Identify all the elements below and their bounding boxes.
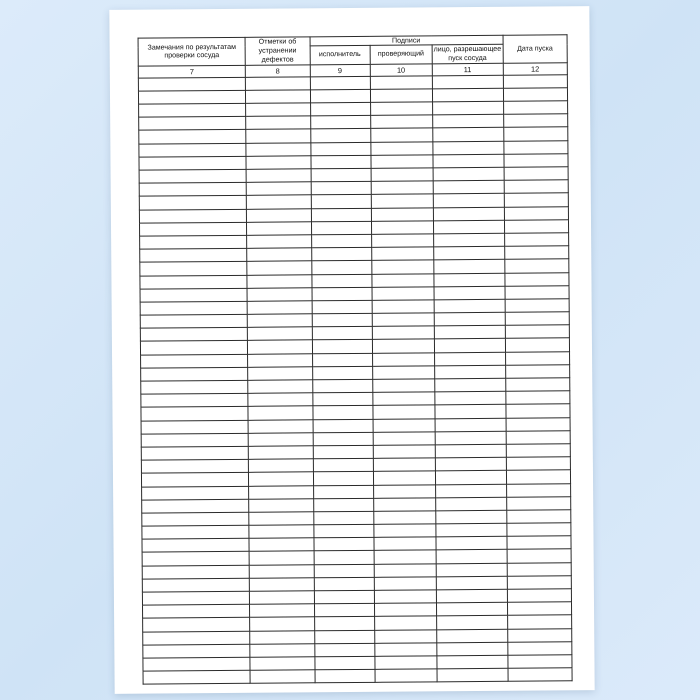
table-cell [141,420,248,434]
header-col8-defects: Отметки об устранении дефектов [245,37,310,65]
table-cell [314,590,374,604]
table-cell [508,655,572,669]
table-cell [312,313,372,327]
table-cell [311,208,371,222]
table-cell [138,77,245,91]
table-cell [373,445,435,459]
table-cell [503,140,567,154]
table-cell [372,313,434,327]
table-cell [143,657,250,671]
table-cell [504,154,568,168]
table-cell [313,498,373,512]
table-cell [141,394,248,408]
table-cell [314,577,374,591]
table-cell [506,431,570,445]
table-cell [370,89,432,103]
table-cell [373,471,435,485]
table-cell [373,498,435,512]
table-cell [250,644,314,658]
table-cell [508,668,572,682]
table-cell [503,101,567,115]
table-cell [139,222,246,236]
table-cell [504,180,568,194]
table-cell [432,75,503,89]
table-cell [506,483,570,497]
table-cell [504,220,568,234]
table-cell [505,312,569,326]
table-cell [506,417,570,431]
table-cell [433,128,504,142]
table-cell [139,169,246,183]
table-cell [249,538,313,552]
table-cell [504,233,568,247]
table-cell [433,115,504,129]
table-cell [505,286,569,300]
table-cell [312,379,372,393]
table-cell [250,617,314,631]
table-cell [247,314,311,328]
table-cell [372,339,434,353]
table-cell [142,486,249,500]
table-cell [250,657,314,671]
table-cell [248,419,312,433]
table-cell [140,235,247,249]
table-cell [312,353,372,367]
table-cell [246,182,310,196]
table-cell [373,432,435,446]
table-cell [434,339,505,353]
table-cell [248,406,312,420]
table-cell [249,551,313,565]
table-cell [313,432,373,446]
table-cell [371,247,433,261]
column-number-7: 7 [138,65,245,78]
table-cell [248,367,312,381]
table-cell [504,167,568,181]
table-cell [140,288,247,302]
table-cell [141,367,248,381]
table-cell [140,341,247,355]
table-cell [247,235,311,249]
table-cell [434,352,505,366]
table-cell [247,274,311,288]
table-cell [371,168,433,182]
table-cell [140,328,247,342]
table-cell [437,668,508,682]
table-cell [246,103,310,117]
table-cell [250,578,314,592]
column-number-9: 9 [310,64,370,76]
table-header [138,35,567,78]
table-cell [311,234,371,248]
table-cell [432,101,503,115]
table-cell [246,156,310,170]
table-cell [141,459,248,473]
table-cell [434,246,505,260]
table-cell [504,259,568,273]
table-cell [505,378,569,392]
table-cell [374,603,436,617]
table-cell [142,539,249,553]
table-cell [434,260,505,274]
table-cell [436,576,507,590]
table-cell [505,365,569,379]
table-cell [432,88,503,102]
table-cell [140,301,247,315]
table-cell [373,458,435,472]
table-cell [139,103,246,117]
table-cell [249,512,313,526]
table-cell [142,605,249,619]
table-cell [314,551,374,565]
table-cell [506,497,570,511]
table-cell [435,471,506,485]
table-cell [503,75,567,89]
table-body [138,75,572,685]
table-cell [247,222,311,236]
table-cell [507,549,571,563]
table-cell [374,537,436,551]
table-cell [437,629,508,643]
table-cell [314,564,374,578]
table-cell [436,550,507,564]
table-cell [371,221,433,235]
table-cell [435,378,506,392]
table-cell [371,194,433,208]
table-cell [311,221,371,235]
table-cell [247,288,311,302]
table-cell [314,630,374,644]
table-cell [142,565,249,579]
header-col11-authorizer: лицо, разрешающее пуск сосуда [433,44,502,63]
table-cell [141,446,248,460]
table-cell [246,90,310,104]
table-cell [143,618,250,632]
table-container [138,34,573,685]
table-cell [506,470,570,484]
table-cell [140,314,247,328]
table-cell [433,233,504,247]
table-cell [505,272,569,286]
table-cell [434,365,505,379]
table-cell [507,562,571,576]
table-cell [143,644,250,658]
table-cell [142,578,249,592]
table-cell [312,287,372,301]
table-cell [248,340,312,354]
table-cell [314,604,374,618]
table-cell [312,340,372,354]
table-cell [503,114,567,128]
table-cell [143,670,250,684]
table-cell [313,524,373,538]
table-cell [248,393,312,407]
table-cell [374,550,436,564]
table-cell [433,141,504,155]
table-cell [505,299,569,313]
table-cell [437,655,508,669]
table-cell [435,484,506,498]
table-cell [248,327,312,341]
table-cell [433,220,504,234]
table-cell [433,207,504,221]
table-cell [246,77,310,91]
table-cell [504,206,568,220]
table-cell [503,127,567,141]
table-cell [375,656,437,670]
table-cell [248,353,312,367]
table-cell [370,128,432,142]
table-cell [313,419,373,433]
table-cell [435,392,506,406]
table-cell [436,537,507,551]
table-cell [143,631,250,645]
table-cell [505,391,569,405]
table-cell [311,155,371,169]
table-cell [311,168,371,182]
table-cell [311,261,371,275]
table-cell [374,524,436,538]
table-cell [370,76,432,90]
table-cell [140,248,247,262]
table-cell [507,602,571,616]
table-cell [140,275,247,289]
table-cell [310,142,370,156]
table-cell [505,325,569,339]
table-cell [507,615,571,629]
table-cell [246,142,310,156]
table-cell [505,338,569,352]
table-cell [436,563,507,577]
header-col10-inspector: проверяющий [370,45,432,64]
table-cell [313,458,373,472]
table-cell [372,326,434,340]
table-cell [139,117,246,131]
table-cell [141,433,248,447]
table-cell [436,603,507,617]
table-cell [372,366,434,380]
table-cell [247,208,311,222]
table-cell [436,589,507,603]
table-cell [311,248,371,262]
table-cell [249,459,313,473]
table-cell [246,129,310,143]
header-col12-start-date: Дата пуска [503,35,568,63]
table-cell [139,156,246,170]
table-cell [310,89,370,103]
header-group-signatures: Подписи [310,35,503,46]
table-cell [506,510,570,524]
table-cell [434,286,505,300]
table-cell [433,167,504,181]
table-cell [139,196,246,210]
table-cell [249,485,313,499]
table-cell [249,525,313,539]
table-cell [507,536,571,550]
table-cell [141,380,248,394]
table-cell [372,300,434,314]
table-cell [246,116,310,130]
table-cell [249,564,313,578]
column-number-8: 8 [246,65,310,78]
table-cell [313,472,373,486]
table-cell [507,589,571,603]
table-cell [139,143,246,157]
table-cell [506,457,570,471]
vessel-inspection-table [138,34,573,685]
table-cell [374,616,436,630]
table-cell [437,642,508,656]
table-cell [373,511,435,525]
column-number-11: 11 [432,63,503,76]
table-cell [310,76,370,90]
table-cell [140,262,247,276]
table-cell [313,445,373,459]
table-cell [312,327,372,341]
table-cell [249,472,313,486]
table-cell [372,273,434,287]
table-cell [373,418,435,432]
table-cell [314,617,374,631]
table-cell [246,169,310,183]
table-cell [142,525,249,539]
table-cell [138,90,245,104]
table-cell [370,115,432,129]
table-cell [248,380,312,394]
table-cell [312,393,372,407]
table-cell [248,433,312,447]
table-cell [371,207,433,221]
table-cell [503,88,567,102]
table-cell [434,312,505,326]
table-cell [314,643,374,657]
table-cell [436,497,507,511]
table-cell [250,591,314,605]
table-cell [310,102,370,116]
table-cell [315,669,375,683]
table-cell [311,182,371,196]
table-cell [507,576,571,590]
table-cell [435,431,506,445]
table-cell [313,406,373,420]
table-cell [142,512,249,526]
header-col7-remarks: Замечания по результатам проверки сосуда [138,37,245,66]
table-cell [139,209,246,223]
table-cell [247,301,311,315]
table-cell [312,366,372,380]
table-cell [506,523,570,537]
table-cell [312,300,372,314]
table-cell [433,154,504,168]
table-cell [435,405,506,419]
table-cell [250,604,314,618]
table-cell [374,590,436,604]
table-cell [313,511,373,525]
table-cell [247,248,311,262]
column-number-12: 12 [503,63,567,76]
table-cell [139,183,246,197]
table-cell [313,485,373,499]
column-number-10: 10 [370,64,432,76]
table-cell [311,274,371,288]
table-cell [434,273,505,287]
table-cell [505,351,569,365]
table-cell [507,628,571,642]
table-row [143,668,572,685]
table-cell [314,538,374,552]
table-cell [142,552,249,566]
table-cell [310,129,370,143]
table-cell [372,379,434,393]
table-cell [310,116,370,130]
table-cell [249,446,313,460]
table-cell [435,418,506,432]
table-cell [315,656,375,670]
table-cell [142,499,249,513]
table-cell [139,130,246,144]
table-cell [436,616,507,630]
table-cell [436,510,507,524]
table-cell [141,407,248,421]
table-cell [375,669,437,683]
table-cell [435,457,506,471]
table-cell [504,193,568,207]
table-cell [372,392,434,406]
table-cell [374,564,436,578]
table-cell [371,260,433,274]
table-cell [247,195,311,209]
table-cell [371,155,433,169]
table-cell [433,194,504,208]
table-cell [370,102,432,116]
table-cell [371,234,433,248]
table-cell [142,591,249,605]
table-cell [434,299,505,313]
table-cell [247,261,311,275]
table-cell [506,444,570,458]
table-cell [249,499,313,513]
table-cell [374,629,436,643]
table-cell [250,630,314,644]
table-cell [141,354,248,368]
table-cell [436,523,507,537]
table-cell [433,181,504,195]
table-cell [435,444,506,458]
document-page [109,6,594,694]
table-cell [373,484,435,498]
table-cell [250,670,314,684]
table-cell [506,404,570,418]
table-cell [372,353,434,367]
table-cell [374,577,436,591]
table-cell [371,181,433,195]
table-cell [373,405,435,419]
table-cell [504,246,568,260]
table-cell [374,643,436,657]
table-cell [434,326,505,340]
header-col9-executor: исполнитель [310,45,370,64]
table-cell [141,473,248,487]
table-cell [311,195,371,209]
table-cell [507,642,571,656]
table-cell [372,287,434,301]
table-cell [371,142,433,156]
